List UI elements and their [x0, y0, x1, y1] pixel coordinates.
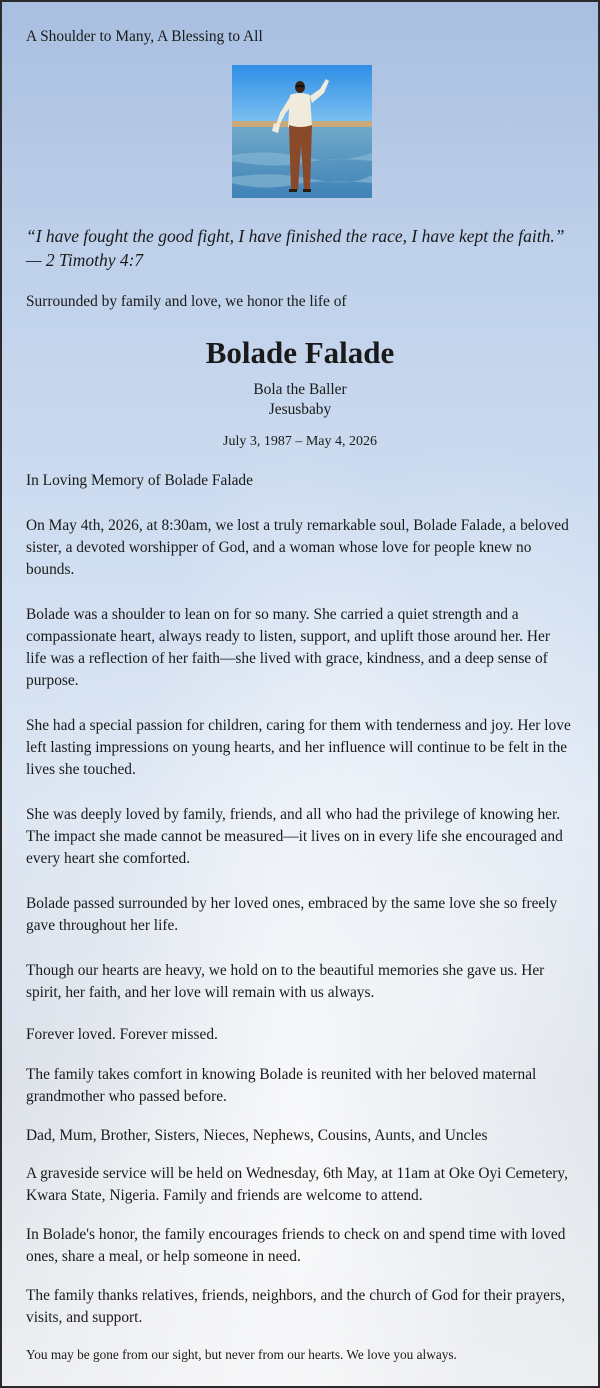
paragraph-loved: She was deeply loved by family, friends, and all who had the privilege of knowing her. The impact she made cannot be measured—it lives on in every life she encouraged and every heart she comforted.: [26, 806, 563, 867]
nickname-1: Bola the Baller: [253, 381, 347, 398]
closing-line: You may be gone from our sight, but never from our hearts. We love you always.: [26, 1347, 457, 1362]
paragraph-honor: In Bolade's honor, the family encourages friends to check on and spend time with loved ones, share a meal, or help someone in need.: [26, 1226, 566, 1265]
paragraph-memories: Though our hearts are heavy, we hold on to the beautiful memories she gave us. Her spirit, her faith, and her love will remain with us always.: [26, 962, 545, 1001]
intro-line: Surrounded by family and love, we honor the life of: [26, 293, 347, 310]
tagline: A Shoulder to Many, A Blessing to All: [26, 28, 263, 45]
paragraph-survivors: Dad, Mum, Brother, Sisters, Nieces, Nephews, Cousins, Aunts, and Uncles: [26, 1127, 488, 1144]
portrait-photo-image: [232, 65, 372, 198]
paragraph-grandmother: The family takes comfort in knowing Bolade is reunited with her beloved maternal grandmother who passed before.: [26, 1066, 537, 1105]
paragraph-thanks: The family thanks relatives, friends, neighbors, and the church of God for their prayers, visits, and support.: [26, 1287, 565, 1326]
paragraph-surrounded: Bolade passed surrounded by her loved ones, embraced by the same love she so freely gave throughout her life.: [26, 895, 558, 934]
life-dates: July 3, 1987 – May 4, 2026: [223, 434, 377, 449]
paragraph-forever: Forever loved. Forever missed.: [26, 1026, 218, 1043]
paragraph-children: She had a special passion for children, caring for them with tenderness and joy. Her love left lasting impressions on young hearts, and her influence will continue to be felt in the lives she touched.: [26, 717, 571, 778]
paragraph-service: A graveside service will be held on Wednesday, 6th May, at 11am at Oke Oyi Cemetery, Kwara State, Nigeria. Family and friends are welcome to attend.: [26, 1165, 568, 1204]
portrait-photo: [232, 65, 372, 198]
paragraph-passing: On May 4th, 2026, at 8:30am, we lost a truly remarkable soul, Bolade Falade, a beloved sister, a devoted worshipper of God, and a woman whose love for people knew no bounds.: [26, 517, 569, 578]
scripture-quote-text: “I have fought the good fight, I have finished the race, I have kept the faith.”: [26, 226, 565, 246]
scripture-quote-reference: — 2 Timothy 4:7: [26, 250, 144, 270]
nickname-2: Jesusbaby: [268, 401, 332, 418]
deceased-name: Bolade Falade: [205, 335, 395, 370]
paragraph-shoulder: Bolade was a shoulder to lean on for so many. She carried a quiet strength and a compassionate heart, always ready to listen, support, and uplift those around her. Her life was a reflection of her faith—she lived with grace, kindness, and a deep sense of purpose.: [26, 606, 550, 689]
scripture-quote: [26, 224, 574, 272]
memory-title: In Loving Memory of Bolade Falade: [26, 472, 253, 489]
